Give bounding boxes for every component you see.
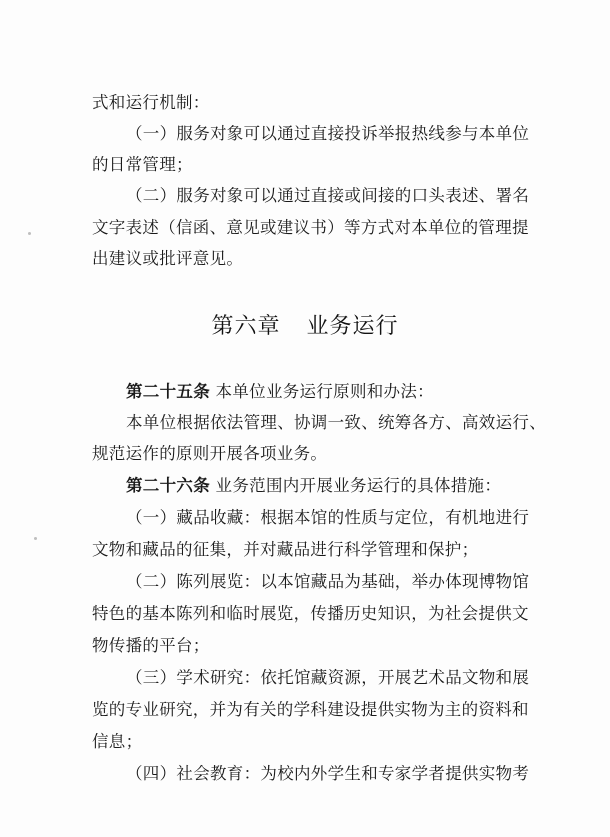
article-text: 业务范围内开展业务运行的具体措施： [215,476,502,495]
text-line: 本单位根据依法管理、协调一致、统筹各方、高效运行、 [126,413,546,432]
text-line: （一）藏品收藏：根据本馆的性质与定位，有机地进行 [126,508,530,527]
chapter-heading [0,313,610,341]
chapter-title: 业务运行 [306,314,399,339]
text-line: （二）服务对象可以通过直接或间接的口头表述、署名 [126,186,530,205]
text-line: 览的专业研究，并为有关的学科建设提供实物为主的资料和 [92,700,529,719]
scan-speck [34,537,37,540]
text-line: 信息； [92,732,143,751]
text-line: 规范运作的原则开展各项业务。 [92,444,328,463]
article-25-line [126,380,434,404]
text-line: （三）学术研究：依托馆藏资源，开展艺术品文物和展 [126,668,530,687]
text-line: （二）陈列展览：以本馆藏品为基础，举办体现博物馆 [126,572,530,591]
text-line: （一）服务对象可以通过直接投诉举报热线参与本单位 [126,124,530,143]
article-label: 第二十五条 [126,382,210,401]
text-line: 文物和藏品的征集，并对藏品进行科学管理和保护； [92,540,479,559]
scan-speck [28,232,31,235]
article-text: 本单位业务运行原则和办法： [215,382,434,401]
chapter-number: 第六章 [211,314,281,339]
text-line: （四）社会教育：为校内外学生和专家学者提供实物考 [126,764,530,783]
text-line: 式和运行机制： [92,93,210,112]
text-line: 出建议或批评意见。 [92,249,244,268]
text-line: 文字表述（信函、意见或建议书）等方式对本单位的管理提 [92,218,529,237]
article-label: 第二十六条 [126,476,210,495]
text-line: 特色的基本陈列和临时展览，传播历史知识，为社会提供文 [92,604,529,623]
text-line: 的日常管理； [92,155,193,174]
text-line: 物传播的平台； [92,636,210,655]
article-26-line [126,474,501,498]
